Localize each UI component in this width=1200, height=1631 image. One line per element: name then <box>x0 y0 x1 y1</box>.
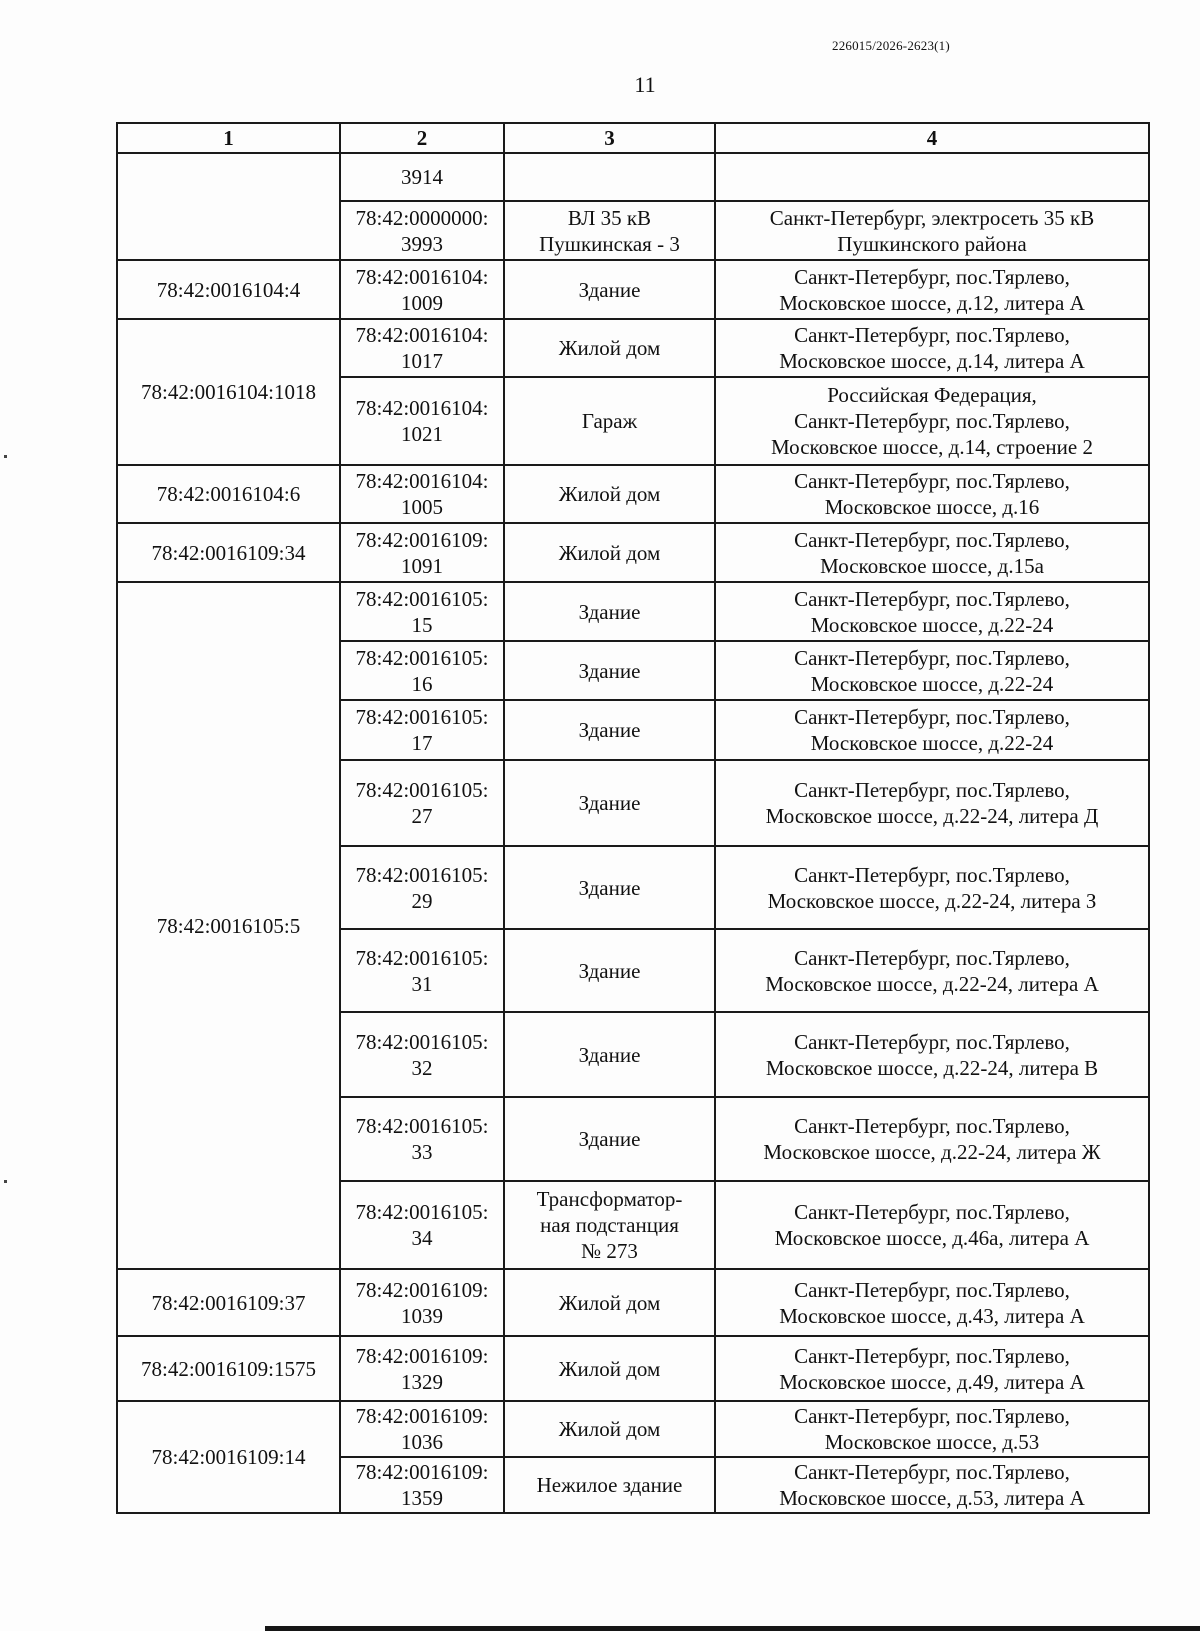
object-address <box>715 153 1149 201</box>
object-address: Российская Федерация, Санкт-Петербург, пос.Тярлево, Московское шоссе, д.14, строение 2 <box>715 377 1149 465</box>
table-row <box>117 1269 1149 1336</box>
object-number: 78:42:0016105: 27 <box>340 760 504 846</box>
object-type: Здание <box>504 929 715 1012</box>
table-row <box>117 523 1149 582</box>
object-type: Здание <box>504 641 715 700</box>
object-number: 78:42:0016105: 16 <box>340 641 504 700</box>
page-number: 11 <box>634 72 656 97</box>
object-number: 78:42:0016109: 1036 <box>340 1401 504 1457</box>
object-number: 78:42:0016109: 1091 <box>340 523 504 582</box>
object-address: Санкт-Петербург, пос.Тярлево, Московское шоссе, д.22-24 <box>715 582 1149 641</box>
object-type: Здание <box>504 700 715 760</box>
scan-speck <box>4 455 7 458</box>
object-address: Санкт-Петербург, пос.Тярлево, Московское шоссе, д.22-24 <box>715 700 1149 760</box>
object-type: Здание <box>504 260 715 319</box>
land-plot-number: 78:42:0016109:1575 <box>117 1336 340 1401</box>
object-number: 78:42:0016105: 15 <box>340 582 504 641</box>
scan-speck <box>4 1180 7 1183</box>
object-type: Гараж <box>504 377 715 465</box>
object-address: Санкт-Петербург, пос.Тярлево, Московское шоссе, д.22-24, литера Ж <box>715 1097 1149 1181</box>
object-number: 78:42:0016105: 34 <box>340 1181 504 1269</box>
object-address: Санкт-Петербург, пос.Тярлево, Московское шоссе, д.53 <box>715 1401 1149 1457</box>
object-type: Здание <box>504 1097 715 1181</box>
object-type: ВЛ 35 кВ Пушкинская - 3 <box>504 201 715 260</box>
land-plot-number <box>117 153 340 260</box>
object-address: Санкт-Петербург, пос.Тярлево, Московское шоссе, д.53, литера А <box>715 1457 1149 1513</box>
object-number: 78:42:0016104: 1017 <box>340 319 504 377</box>
land-plot-number: 78:42:0016105:5 <box>117 582 340 1269</box>
object-number: 78:42:0016105: 29 <box>340 846 504 929</box>
header-col-3: 3 <box>504 123 715 153</box>
object-type: Жилой дом <box>504 465 715 523</box>
object-address: Санкт-Петербург, пос.Тярлево, Московское шоссе, д.12, литера А <box>715 260 1149 319</box>
object-number: 78:42:0016105: 31 <box>340 929 504 1012</box>
table-header-row <box>117 123 1149 153</box>
object-type: Жилой дом <box>504 1401 715 1457</box>
object-type: Здание <box>504 846 715 929</box>
header-col-2: 2 <box>340 123 504 153</box>
table-row <box>117 260 1149 319</box>
object-address: Санкт-Петербург, пос.Тярлево, Московское шоссе, д.22-24, литера А <box>715 929 1149 1012</box>
object-address: Санкт-Петербург, пос.Тярлево, Московское шоссе, д.22-24, литера Д <box>715 760 1149 846</box>
object-number: 78:42:0016104: 1009 <box>340 260 504 319</box>
object-number: 78:42:0016104: 1021 <box>340 377 504 465</box>
object-address: Санкт-Петербург, пос.Тярлево, Московское шоссе, д.14, литера А <box>715 319 1149 377</box>
land-plot-number: 78:42:0016104:6 <box>117 465 340 523</box>
header-col-4: 4 <box>715 123 1149 153</box>
document-number: 226015/2026-2623(1) <box>832 38 950 53</box>
object-address: Санкт-Петербург, пос.Тярлево, Московское шоссе, д.16 <box>715 465 1149 523</box>
land-plot-number: 78:42:0016104:1018 <box>117 319 340 465</box>
object-number: 78:42:0016105: 17 <box>340 700 504 760</box>
object-address: Санкт-Петербург, пос.Тярлево, Московское шоссе, д.22-24, литера В <box>715 1012 1149 1097</box>
object-type: Трансформатор- ная подстанция № 273 <box>504 1181 715 1269</box>
table-row <box>117 153 1149 201</box>
object-type: Жилой дом <box>504 523 715 582</box>
table-row <box>117 582 1149 641</box>
object-type <box>504 153 715 201</box>
object-address: Санкт-Петербург, пос.Тярлево, Московское шоссе, д.15а <box>715 523 1149 582</box>
object-address: Санкт-Петербург, пос.Тярлево, Московское шоссе, д.43, литера А <box>715 1269 1149 1336</box>
object-address: Санкт-Петербург, пос.Тярлево, Московское шоссе, д.22-24 <box>715 641 1149 700</box>
object-number: 78:42:0000000: 3993 <box>340 201 504 260</box>
object-type: Жилой дом <box>504 1269 715 1336</box>
land-plot-number: 78:42:0016104:4 <box>117 260 340 319</box>
object-type: Здание <box>504 582 715 641</box>
object-type: Нежилое здание <box>504 1457 715 1513</box>
object-number: 78:42:0016104: 1005 <box>340 465 504 523</box>
object-number: 78:42:0016109: 1039 <box>340 1269 504 1336</box>
land-plot-number: 78:42:0016109:14 <box>117 1401 340 1513</box>
object-address: Санкт-Петербург, пос.Тярлево, Московское шоссе, д.49, литера А <box>715 1336 1149 1401</box>
object-address: Санкт-Петербург, пос.Тярлево, Московское шоссе, д.22-24, литера З <box>715 846 1149 929</box>
header-col-1: 1 <box>117 123 340 153</box>
object-type: Здание <box>504 1012 715 1097</box>
object-type: Жилой дом <box>504 319 715 377</box>
object-number: 78:42:0016109: 1359 <box>340 1457 504 1513</box>
land-plot-number: 78:42:0016109:37 <box>117 1269 340 1336</box>
object-number: 78:42:0016109: 1329 <box>340 1336 504 1401</box>
table-row <box>117 1336 1149 1401</box>
table-row <box>117 319 1149 377</box>
object-address: Санкт-Петербург, электросеть 35 кВ Пушкинского района <box>715 201 1149 260</box>
objects-table <box>116 122 1150 1514</box>
table-row <box>117 465 1149 523</box>
land-plot-number: 78:42:0016109:34 <box>117 523 340 582</box>
table-row <box>117 1401 1149 1457</box>
object-type: Здание <box>504 760 715 846</box>
object-number: 78:42:0016105: 32 <box>340 1012 504 1097</box>
object-number: 3914 <box>340 153 504 201</box>
scan-edge-line <box>265 1626 1200 1631</box>
object-number: 78:42:0016105: 33 <box>340 1097 504 1181</box>
object-address: Санкт-Петербург, пос.Тярлево, Московское шоссе, д.46а, литера А <box>715 1181 1149 1269</box>
object-type: Жилой дом <box>504 1336 715 1401</box>
